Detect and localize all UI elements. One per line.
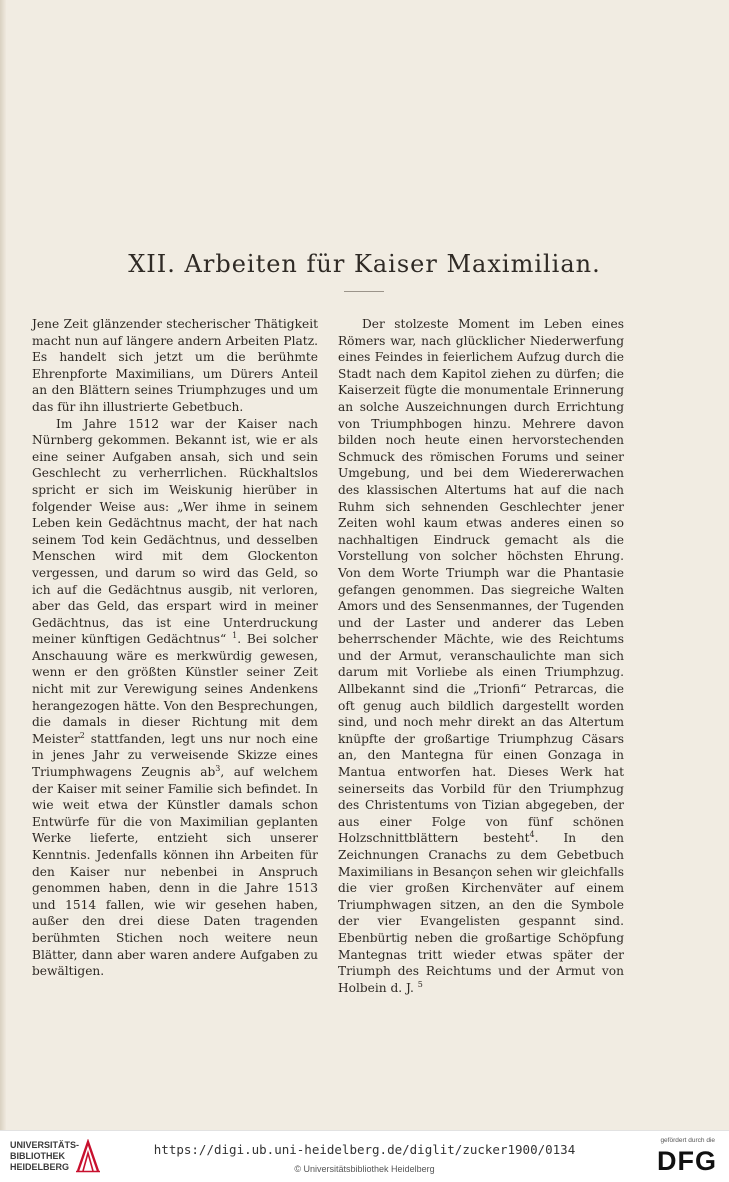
right-paragraph-1 — [338, 316, 624, 996]
copyright-notice: © Universitätsbibliothek Heidelberg — [294, 1164, 435, 1174]
footnote-mark: 1 — [232, 631, 238, 641]
title-divider — [344, 291, 384, 292]
left-paragraph-1 — [32, 316, 318, 416]
dfg-logo: DFG — [657, 1146, 717, 1176]
footnote-mark: 4 — [529, 830, 535, 840]
paragraph-text: Im Jahre 1512 war der Kaiser nach Nürnberg gekommen. Bekannt ist, wie er als eine seiner Aufgaben ansah, sich und sein Geschlecht zu verherrlichen. Rückhaltslos spricht er sich im Weiskunig hierüber in folgender Weise aus: „Wer ihme in seinem Leben kein Gedächtnus macht, der hat nach seinem Tod kein Gedächtnus, und desselben Menschen wird mit dem Glockenton vergessen, und darum so wird das Geld, so ich auf die Gedächtnus ausgib, nit verloren, aber das Geld, das erspart wird in meiner Gedächtnus, das ist eine Unterdruckung meiner künftigen Gedächtnus“ — [32, 416, 318, 647]
paragraph-text: Der stolzeste Moment im Leben eines Römers war, nach glücklicher Niederwerfung eines Feindes in feierlichem Aufzug durch die Stadt nach dem Kapitol ziehen zu dürfen; die Kaiserzeit fügte die monumentale Erinnerung an solche Auszeichnungen durch Errichtung von Triumphbogen hinzu. Mehrere davon bilden noch heute einen hervorstechenden Schmuck des römischen Forums und seiner Umgebung, und bei dem Wiedererwachen des klassischen Altertums hat auf die nach Ruhm sich sehnenden Geschlechter jener Zeiten wohl kaum etwas anderes einen so nachhaltigen Eindruck gemacht als die Vorstellung von solcher höchsten Ehrung. Von dem Worte Triumph war die Phantasie gefangen genommen. Das siegreiche Walten Amors und des Sensenmannes, der Tugenden und der Laster und anderer das Leben beherrschender Mächte, wie des Reichtums und der Armut, veranschaulichte man sich darum mit Vorliebe als einen Triumphzug. Allbekannt sind die „Trionfi“ Petrarcas, die oft genug auch bildlich dargestellt worden sind, und noch mehr direkt an das Altertum knüpfte der großartige Triumphzug Cäsars an, den Mantegna für einen Gonzaga in Mantua entworfen hat. Dieses Werk hat seinerseits das Vorbild für den Triumphzug des Christentums von Tizian abgegeben, der aus einer Folge von fünf schönen Holzschnittblättern besteht — [338, 317, 624, 846]
left-paragraph-2: Im Jahre 1512 war der Kaiser nach Nürnberg gekommen. Bekannt ist, wie er als eine seiner Aufgaben ansah, sich und sein Geschlecht zu verherrlichen. Rückhaltslos spricht er sich im Weiskunig hierüber in folgender Weise aus: „Wer ihme in seinem Leben kein Gedächtnus macht, der hat nach seinem Tod kein Gedächtnus, und desselben Menschen wird mit dem Glockenton vergessen, und darum so wird das Geld, so ich auf die Gedächtnus ausgib, nit verloren, aber das Geld, das erspart wird in meiner Gedächtnus, das ist eine Unterdruckung meiner künftigen Gedächtnus“ $^1$. Bei solcher Anschauung wäre es merkwürdig gewesen, wenn er den größten Künstler seiner Zeit nicht mit zur Verewigung seines Andenkens herangezogen hätte. Von den Besprechungen, die damals in dieser Richtung mit dem Meister$^2$ stattfanden, legt uns nur noch eine in jenes Jahr zu verweisende Skizze eines Triumphwagens Zeugnis $ab^3$, auf welchem der Kaiser mit seiner Familie sich befindet. In wie weit etwa der Künstler damals schon Entwürfe für die von Maximilian geplanten Werke lieferte, entzieht sich unserer Kenntnis. Jedenfalls können ihn Arbeiten für den Kaiser nur nebenbei in Anspruch genommen haben, denn in die Jahre 1513 und 1514 fallen, wie wir gesehen haben, außer den drei diese Daten tragenden berühmten Stichen noch weitere neun Blätter, dann aber waren andere Aufgaben zu bewältigen. — [32, 416, 319, 979]
paragraph-text: , auf welchem der Kaiser mit seiner Familie sich befindet. In wie weit etwa der Künstler damals schon Entwürfe für die von Maximilian geplanten Werke lieferte, entzieht sich unserer Kenntnis. Jedenfalls können ihn Arbeiten für den Kaiser nur nebenbei in Anspruch genommen haben, denn in die Jahre 1513 und 1514 fallen, wie wir gesehen haben, außer den drei diese Daten tragenden berühmten Stichen noch weitere neun Blätter, dann aber waren andere Aufgaben zu bewältigen. — [32, 765, 318, 979]
footnote-mark: 5 — [417, 979, 423, 989]
paragraph-text: Jene Zeit glänzender stecherischer Thätigkeit macht nun auf längere andern Arbeiten Platz. Es handelt sich jetzt um die berühmte Ehrenpforte Maximilians, um Dürers Anteil an den Blättern seines Triumphzuges und um das für ihn illustrierte Gebetbuch. — [32, 317, 318, 414]
footnote-mark: 2 — [79, 730, 85, 740]
left-column — [32, 316, 318, 980]
right-column — [338, 316, 624, 996]
funded-by-label: gefördert durch die — [660, 1137, 715, 1144]
logo-line: BIBLIOTHEK — [10, 1151, 65, 1161]
chapter-title: XII. Arbeiten für Kaiser Maximilian. — [128, 250, 601, 278]
viewer-footer — [0, 1130, 729, 1182]
footnote-mark: 3 — [215, 763, 221, 773]
permalink-url[interactable]: https://digi.ub.uni-heidelberg.de/diglit/zucker1900/0134 — [153, 1142, 576, 1157]
logo-line: HEIDELBERG — [10, 1162, 70, 1172]
page-edge — [0, 0, 6, 1130]
paragraph-text: . In den Zeichnungen Cranachs zu dem Gebetbuch Maximilians in Besançon sehen wir gleichfalls die vier großen Kirchenväter auf einem Triumphwagen sitzen, an den die Symbole der vier Evangelisten gespannt sind. Ebenbürtig neben die großartige Schöpfung Mantegnas tritt wieder etwas später der Triumph des Reichtums und der Armut von Holbein d. J. — [338, 831, 625, 995]
logo-line: UNIVERSITÄTS- — [10, 1140, 80, 1150]
paragraph-text: stattfanden, legt uns nur noch eine in jenes Jahr zu verweisende Skizze eines Triumphwagens Zeugnis ab — [32, 731, 318, 780]
paragraph-text: Bei solcher Anschauung wäre es merkwürdig gewesen, wenn er den größten Künstler seiner Zeit nicht mit zur Verewigung seines Andenkens herangezogen hätte. Von den Besprechungen, die damals in dieser Richtung mit dem Meister — [32, 632, 319, 746]
